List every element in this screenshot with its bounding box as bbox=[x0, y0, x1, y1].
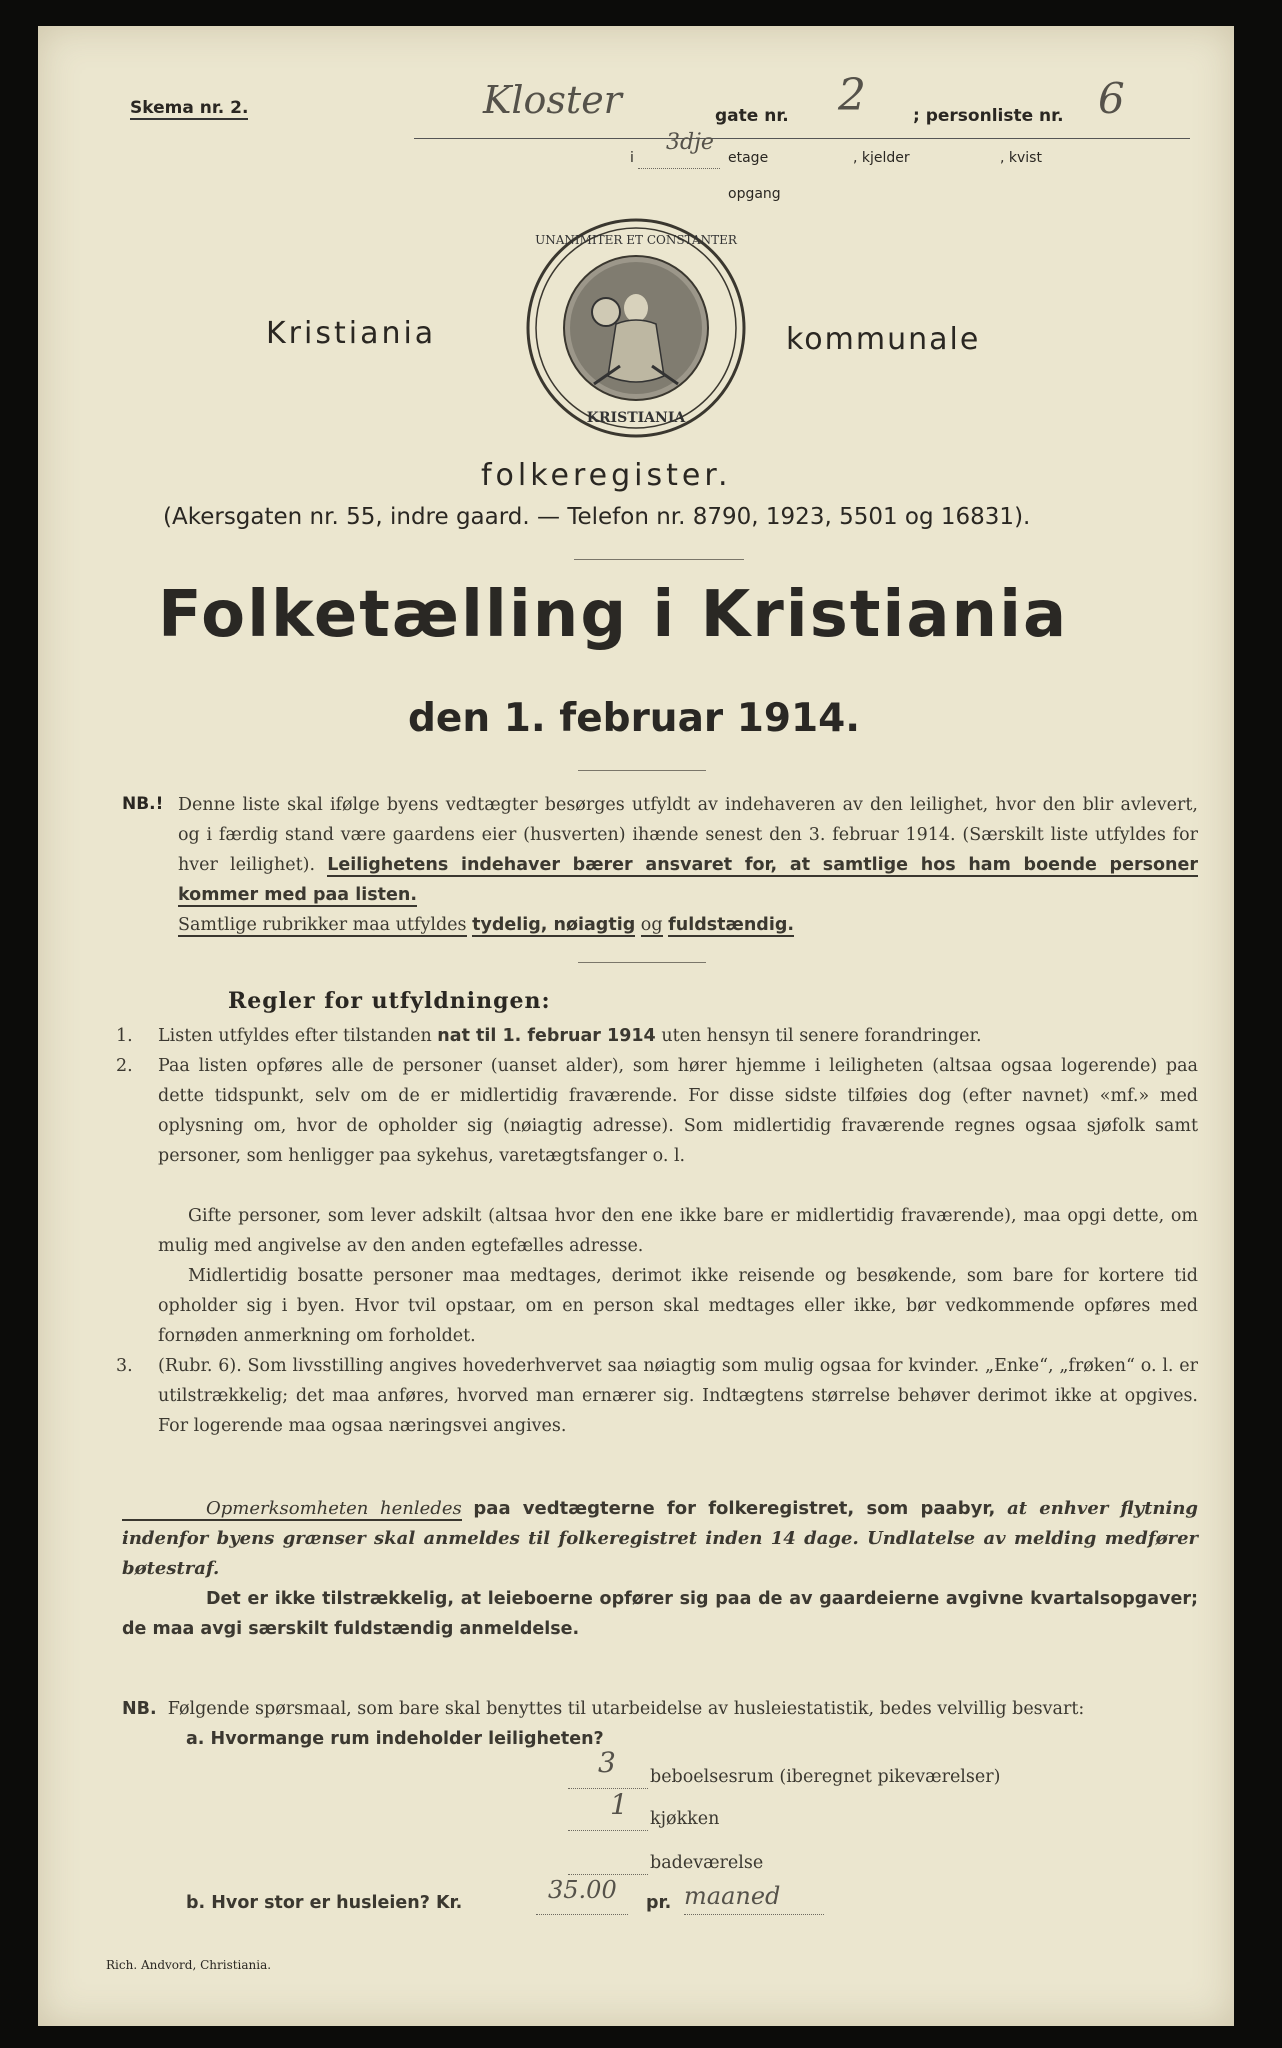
rent-dotline bbox=[536, 1914, 628, 1915]
nb-emphasis: Leilighetens indehaver bærer ansvaret for, at samtlige hos ham boende personer kommer med paa listen. bbox=[178, 855, 1198, 905]
divider bbox=[574, 559, 744, 560]
rule-2-bosatte: Midlertidig bosatte personer maa medtages, derimot ikke reisende og besøkende, som bare for kortere tid opholder sig i byen. Hvor tvil opstaar, om en person skal medtages eller ikke, bør vedkommende opføres med fornøden anmerkning om forholdet. bbox=[158, 1266, 1198, 1346]
personliste-label: ; personliste nr. bbox=[913, 106, 1064, 126]
svg-text:UNANIMITER ET CONSTANTER: UNANIMITER ET CONSTANTER bbox=[535, 233, 737, 247]
rule-1-number: 1. bbox=[116, 1026, 133, 1046]
floor-dotline bbox=[638, 168, 720, 169]
notice-paragraph: Opmerksomheten henledes paa vedtægterne for folkeregistret, som paabyr, at enhver flytning indenfor byens grænser skal anmeldes til folkeregistret inden 14 dage. Undlatelse av melding medfører bøtestraf. bbox=[122, 1498, 1198, 1579]
rule-2-number: 2. bbox=[116, 1056, 133, 1076]
question-b: b. Hvor stor er husleien? Kr. bbox=[186, 1893, 463, 1913]
rooms-label: beboelsesrum (iberegnet pikeværelser) bbox=[650, 1767, 1001, 1787]
printer-imprint: Rich. Andvord, Christiania. bbox=[106, 1958, 272, 1972]
kjelder-label: , kjelder bbox=[853, 150, 910, 166]
nb-marker: NB.! bbox=[122, 794, 164, 814]
rule-2-text: Paa listen opføres alle de personer (uanset alder), som hører hjemme i leiligheten (altsaa ogsaa logerende) paa dette tidspunkt, selv om de er midlertidig fraværende. For disse sidste tilføies dog (efter navnet) «mf.» med oplysning om, hvor de opholder sig (nøiagtig adresse). Som midlertidig fraværende regnes ogsaa sjøfolk samt personer, som henligger paa sykehus, varetægtsfanger o. l. bbox=[158, 1056, 1198, 1166]
rule-2-gifte: Gifte personer, som lever adskilt (altsaa hvor den ene ikke bare er midlertidig fraværende), maa opgi dette, om mulig med angivelse av den anden egtefælles adresse. bbox=[158, 1206, 1198, 1256]
notice-second-paragraph: Det er ikke tilstrækkelig, at leieboerne opfører sig paa de av gaardeierne avgivne kvartalsopgaver; de maa avgi særskilt fuldstændig anmeldelse. bbox=[122, 1589, 1198, 1639]
kommunale-label: kommunale bbox=[786, 322, 981, 357]
address-line bbox=[414, 138, 1190, 139]
etage-label: etage bbox=[728, 150, 769, 166]
rules-heading: Regler for utfyldningen: bbox=[228, 988, 551, 1014]
svg-text:KRISTIANIA: KRISTIANIA bbox=[586, 410, 686, 426]
rent-per-label: pr. bbox=[646, 1893, 672, 1913]
rooms-count-handwritten: 3 bbox=[598, 1746, 616, 1779]
question-a: a. Hvormange rum indeholder leiligheten? bbox=[186, 1729, 604, 1749]
city-seal-icon bbox=[524, 216, 748, 440]
rent-period-dotline bbox=[684, 1914, 824, 1915]
kristiania-label: Kristiania bbox=[266, 316, 437, 351]
schema-number: Skema nr. 2. bbox=[130, 98, 249, 118]
census-form-sheet bbox=[38, 26, 1234, 2026]
nb-paragraph: Denne liste skal ifølge byens vedtægter besørges utfyldt av indehaveren av den leilighet, hvor den blir avlevert, og i færdig stand være gaardens eier (husverten) ihænde senest den 3. februar 1914. (Særskilt liste utfyldes for hver leilighet). Leilighetens indehaver bærer ansvaret for, at samtlige hos ham boende personer kommer med paa listen. Samtlige rubrikker maa utfyldes tydelig, nøiagtig og fuldstændig. bbox=[178, 795, 1198, 935]
statistics-intro: NB. Følgende spørsmaal, som bare skal benyttes til utarbeidelse av husleiestatistik, bedes velvillig besvart: bbox=[122, 1699, 1085, 1719]
opgang-label: opgang bbox=[728, 186, 781, 202]
document-title: Folketælling i Kristiania bbox=[158, 578, 1069, 652]
rule-3-text: (Rubr. 6). Som livsstilling angives hovederhvervet saa nøiagtig som mulig ogsaa for kvinder. „Enke“, „frøken“ o. l. er utilstrækkelig; det maa anføres, hvorved man ernærer sig. Indtægtens størrelse behøver derimot ikke at opgives. For logerende maa ogsaa næringsvei angives. bbox=[158, 1356, 1198, 1436]
kitchen-dotline bbox=[568, 1830, 648, 1831]
document-date: den 1. februar 1914. bbox=[408, 696, 861, 741]
divider bbox=[578, 962, 706, 963]
rent-amount-handwritten: 35.00 bbox=[548, 1876, 617, 1904]
gate-number-handwritten: 2 bbox=[838, 70, 866, 121]
rule-3-number: 3. bbox=[116, 1356, 133, 1376]
folkeregister-label: folkeregister. bbox=[481, 458, 732, 493]
personliste-number-handwritten: 6 bbox=[1098, 74, 1125, 123]
address-telephone-line: (Akersgaten nr. 55, indre gaard. — Telefon nr. 8790, 1923, 5501 og 16831). bbox=[163, 504, 1031, 530]
street-name-handwritten: Kloster bbox=[483, 78, 622, 122]
rent-period-handwritten: maaned bbox=[684, 1882, 781, 1910]
kitchen-count-handwritten: 1 bbox=[610, 1788, 628, 1821]
bathroom-dotline bbox=[568, 1874, 648, 1875]
gate-label: gate nr. bbox=[715, 106, 789, 126]
kitchen-label: kjøkken bbox=[650, 1809, 720, 1829]
bathroom-label: badeværelse bbox=[650, 1853, 764, 1873]
kvist-label: , kvist bbox=[1000, 150, 1042, 166]
rule-1-text: Listen utfyldes efter tilstanden nat til 1. februar 1914 uten hensyn til senere forandringer. bbox=[158, 1026, 982, 1046]
rooms-dotline bbox=[568, 1788, 648, 1789]
divider bbox=[578, 770, 706, 771]
floor-handwritten: 3dje bbox=[666, 130, 714, 155]
floor-prefix: i bbox=[630, 150, 634, 166]
